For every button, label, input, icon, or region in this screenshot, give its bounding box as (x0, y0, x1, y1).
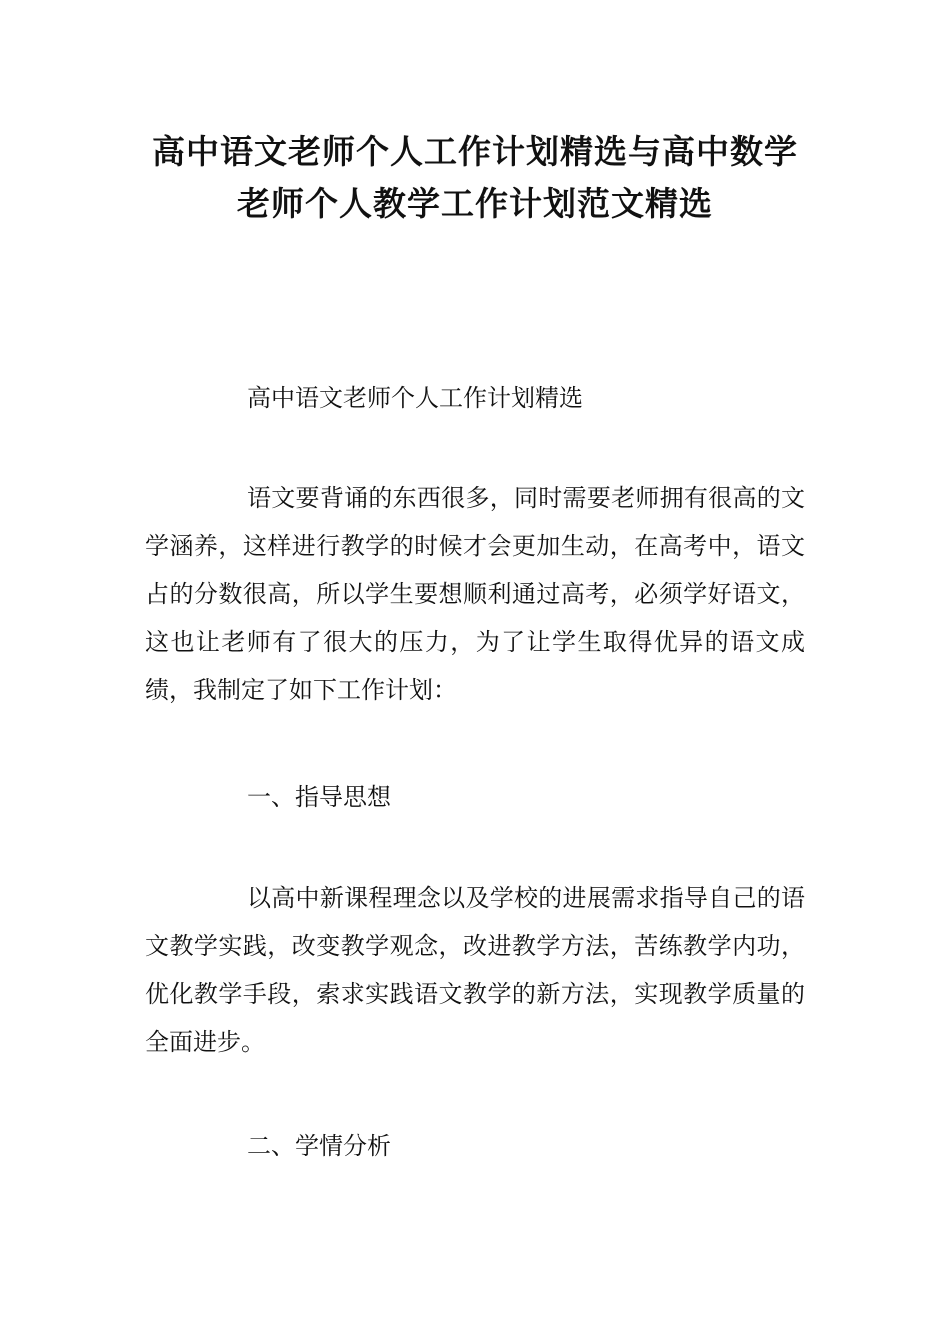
part1-heading: 一、指导思想 (247, 783, 391, 811)
intro-paragraph: 语文要背诵的东西很多，同时需要老师拥有很高的文学涵养，这样进行教学的时候才会更加生动，在高考中，语文占的分数很高，所以学生要想顺利通过高考，必须学好语文，这也让老师有了很大的压力，为了让学生取得优异的语文成绩，我制定了如下工作计划： (145, 484, 805, 704)
part1-paragraph: 以高中新课程理念以及学校的进展需求指导自己的语文教学实践，改变教学观念，改进教学方法，苦练教学内功，优化教学手段，索求实践语文教学的新方法，实现教学质量的全面进步。 (145, 884, 805, 1056)
document-title: 高中语文老师个人工作计划精选与高中数学老师个人教学工作计划范文精选 (152, 132, 798, 223)
section-heading: 高中语文老师个人工作计划精选 (247, 384, 583, 412)
part2-heading: 二、学情分析 (247, 1132, 391, 1160)
